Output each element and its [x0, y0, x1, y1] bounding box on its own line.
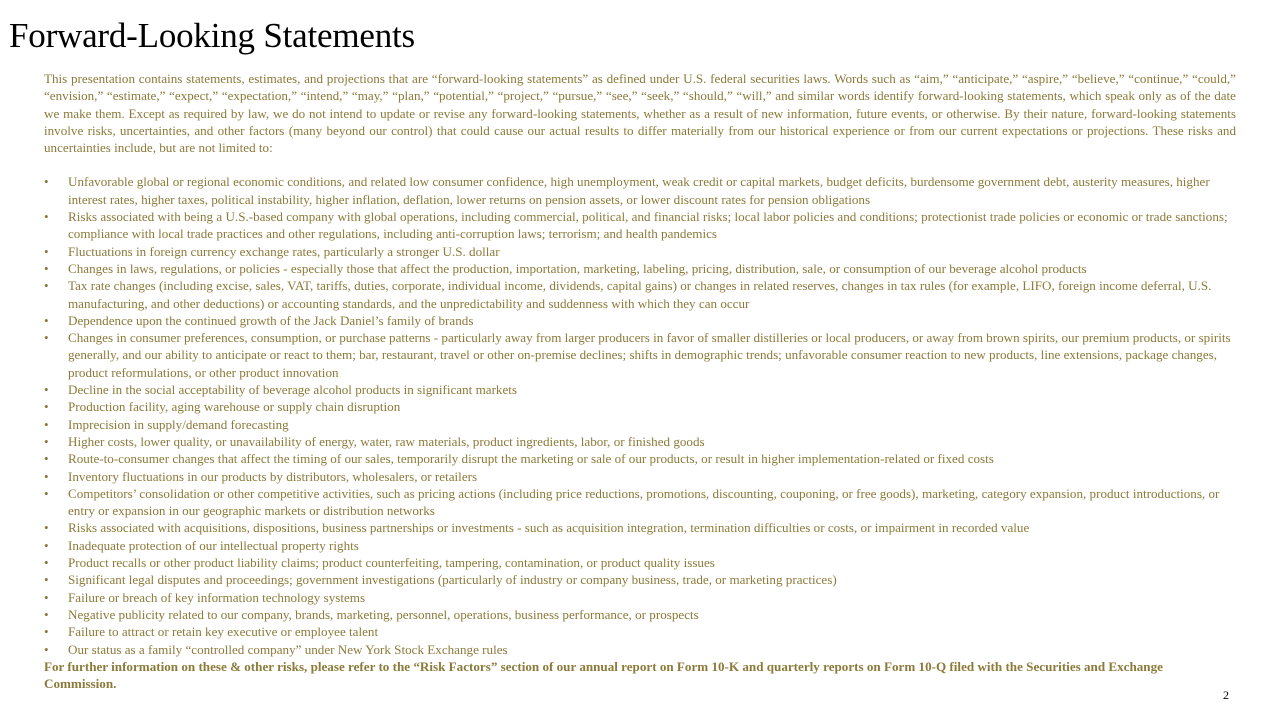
bullet-icon: • [44, 243, 49, 259]
list-item-text: Failure to attract or retain key executive or employee talent [68, 624, 379, 640]
list-item-text: Production facility, aging warehouse or supply chain disruption [68, 399, 401, 415]
list-item-text: Changes in laws, regulations, or policies - especially those that affect the production, importation, marketing, labeling, pricing, distribution, sale, or consumption of our beverage alcohol products [68, 260, 1087, 276]
list-item-text: Failure or breach of key information technology systems [68, 589, 366, 605]
list-item [44, 485, 1236, 520]
bullet-icon: • [44, 520, 49, 536]
risk-factors-reference-note: For further information on these & other risks, please refer to the “Risk Factors” section of our annual report on Form 10-K and quarterly reports on Form 10-Q filed with the Securities and Exchange Commission. [44, 658, 1163, 692]
list-item [44, 468, 1236, 485]
list-item [44, 641, 1236, 658]
bullet-icon: • [44, 209, 49, 225]
list-item [44, 329, 1236, 381]
intro-paragraph: This presentation contains statements, estimates, and projections that are “forward-looking statements” as defined under U.S. federal securities laws. Words such as “aim,” “anticipate,” “aspire,” “believe,” “continue,” “could,” “envision,” “estimate,” “expect,” “expectation,” “intend,” “may,” “plan,” “potential,” “project,” “pursue,” “see,” “seek,” “should,” “will,” and similar words identify forward-looking statements, which speak only as of the date we make them. Except as required by law, we do not intend to update or revise any forward-looking statements, whether as a result of new information, future events, or otherwise. By their nature, forward-looking statements involve risks, uncertainties, and other factors (many beyond our control) that could cause our actual results to differ materially from our historical experience or from our current expectations or projections. These risks and uncertainties include, but are not limited to: [44, 71, 1236, 156]
bullet-icon: • [44, 416, 49, 432]
list-item [44, 208, 1236, 243]
slide-body [44, 70, 1236, 692]
list-item [44, 416, 1236, 433]
list-item [44, 173, 1236, 208]
bullet-icon: • [44, 312, 49, 328]
list-item-text: Competitors’ consolidation or other competitive activities, such as pricing actions (including price reductions, promotions, discounting, couponing, or free goods), marketing, category expansion, product introductions, or entry or expansion in our geographic markets or distribution networks [68, 485, 1220, 519]
list-item [44, 554, 1236, 571]
list-item-text: Our status as a family “controlled company” under New York Stock Exchange rules [68, 641, 508, 657]
list-item-text: Imprecision in supply/demand forecasting [68, 416, 289, 432]
list-item [44, 398, 1236, 415]
list-item [44, 312, 1236, 329]
list-item [44, 606, 1236, 623]
list-item [44, 243, 1236, 260]
list-item-text: Negative publicity related to our company, brands, marketing, personnel, operations, business performance, or prospects [68, 606, 699, 622]
page-number: 2 [1223, 688, 1229, 702]
list-item-text: Route-to-consumer changes that affect the timing of our sales, temporarily disrupt the marketing or sale of our products, or result in higher implementation-related or fixed costs [68, 451, 994, 467]
list-item-text: Product recalls or other product liability claims; product counterfeiting, tampering, contamination, or product quality issues [68, 555, 715, 571]
bullet-icon: • [44, 399, 49, 415]
bullet-icon: • [44, 572, 49, 588]
page-title: Forward-Looking Statements [9, 16, 415, 55]
list-item [44, 260, 1236, 277]
bullet-icon: • [44, 451, 49, 467]
list-item [44, 277, 1236, 312]
list-item-text: Dependence upon the continued growth of the Jack Daniel’s family of brands [68, 312, 474, 328]
list-item [44, 589, 1236, 606]
bullet-icon: • [44, 606, 49, 622]
list-item [44, 519, 1236, 536]
bullet-icon: • [44, 485, 49, 501]
bullet-icon: • [44, 468, 49, 484]
list-item-text: Tax rate changes (including excise, sales, VAT, tariffs, duties, corporate, individual income, dividends, capital gains) or changes in related reserves, changes in tax rules (for example, LIFO, foreign income deferral, U.S. manufacturing, and other deductions) or accounting standards, and the unpredictability and suddenness with which they can occur [68, 278, 1212, 311]
list-item-text: Inadequate protection of our intellectual property rights [68, 537, 359, 553]
bullet-icon: • [44, 555, 49, 571]
list-item [44, 571, 1236, 588]
list-item-text: Decline in the social acceptability of beverage alcohol products in significant markets [68, 382, 518, 398]
bullet-icon: • [44, 537, 49, 553]
list-item-text: Fluctuations in foreign currency exchange rates, particularly a stronger U.S. dollar [68, 243, 500, 259]
list-item-text: Unfavorable global or regional economic conditions, and related low consumer confidence, high unemployment, weak credit or capital markets, budget deficits, burdensome government debt, austerity measures, higher interest rates, higher taxes, political instability, higher inflation, deflation, lower returns on pension assets, or lower discount rates for pension obligations [68, 174, 1210, 207]
list-item-text: Risks associated with acquisitions, dispositions, business partnerships or investments - such as acquisition integration, termination difficulties or costs, or impairment in recorded value [68, 520, 1030, 536]
bullet-icon: • [44, 174, 49, 190]
list-item-text: Significant legal disputes and proceedings; government investigations (particularly of industry or company business, trade, or marketing practices) [68, 572, 837, 588]
list-item-text: Inventory fluctuations in our products by distributors, wholesalers, or retailers [68, 468, 478, 484]
list-item [44, 433, 1236, 450]
list-item [44, 623, 1236, 640]
list-item-text: Higher costs, lower quality, or unavailability of energy, water, raw materials, product ingredients, labor, or finished goods [68, 433, 705, 449]
bullet-icon: • [44, 641, 49, 657]
bullet-icon: • [44, 330, 49, 346]
list-item [44, 537, 1236, 554]
list-item [44, 450, 1236, 467]
list-item-text: Risks associated with being a U.S.-based company with global operations, including commercial, political, and financial risks; local labor policies and conditions; protectionist trade policies or economic or trade sanctions; compliance with local trade practices and other regulations, including anti-corruption laws; terrorism; and health pandemics [68, 209, 1228, 242]
bullet-icon: • [44, 589, 49, 605]
bullet-icon: • [44, 260, 49, 276]
list-item-text: Changes in consumer preferences, consumption, or purchase patterns - particularly away from larger producers in favor of smaller distilleries or local producers, or away from brown spirits, our premium products, or spirits generally, and our ability to anticipate or react to them; bar, restaurant, travel or other on-premise declines; shifts in demographic trends; unfavorable consumer reaction to new products, line extensions, package changes, product reformulations, or other product innovation [68, 330, 1231, 380]
bullet-icon: • [44, 624, 49, 640]
bullet-icon: • [44, 278, 49, 294]
list-item [44, 381, 1236, 398]
bullet-icon: • [44, 433, 49, 449]
bullet-icon: • [44, 382, 49, 398]
risk-factor-list [44, 173, 1236, 657]
